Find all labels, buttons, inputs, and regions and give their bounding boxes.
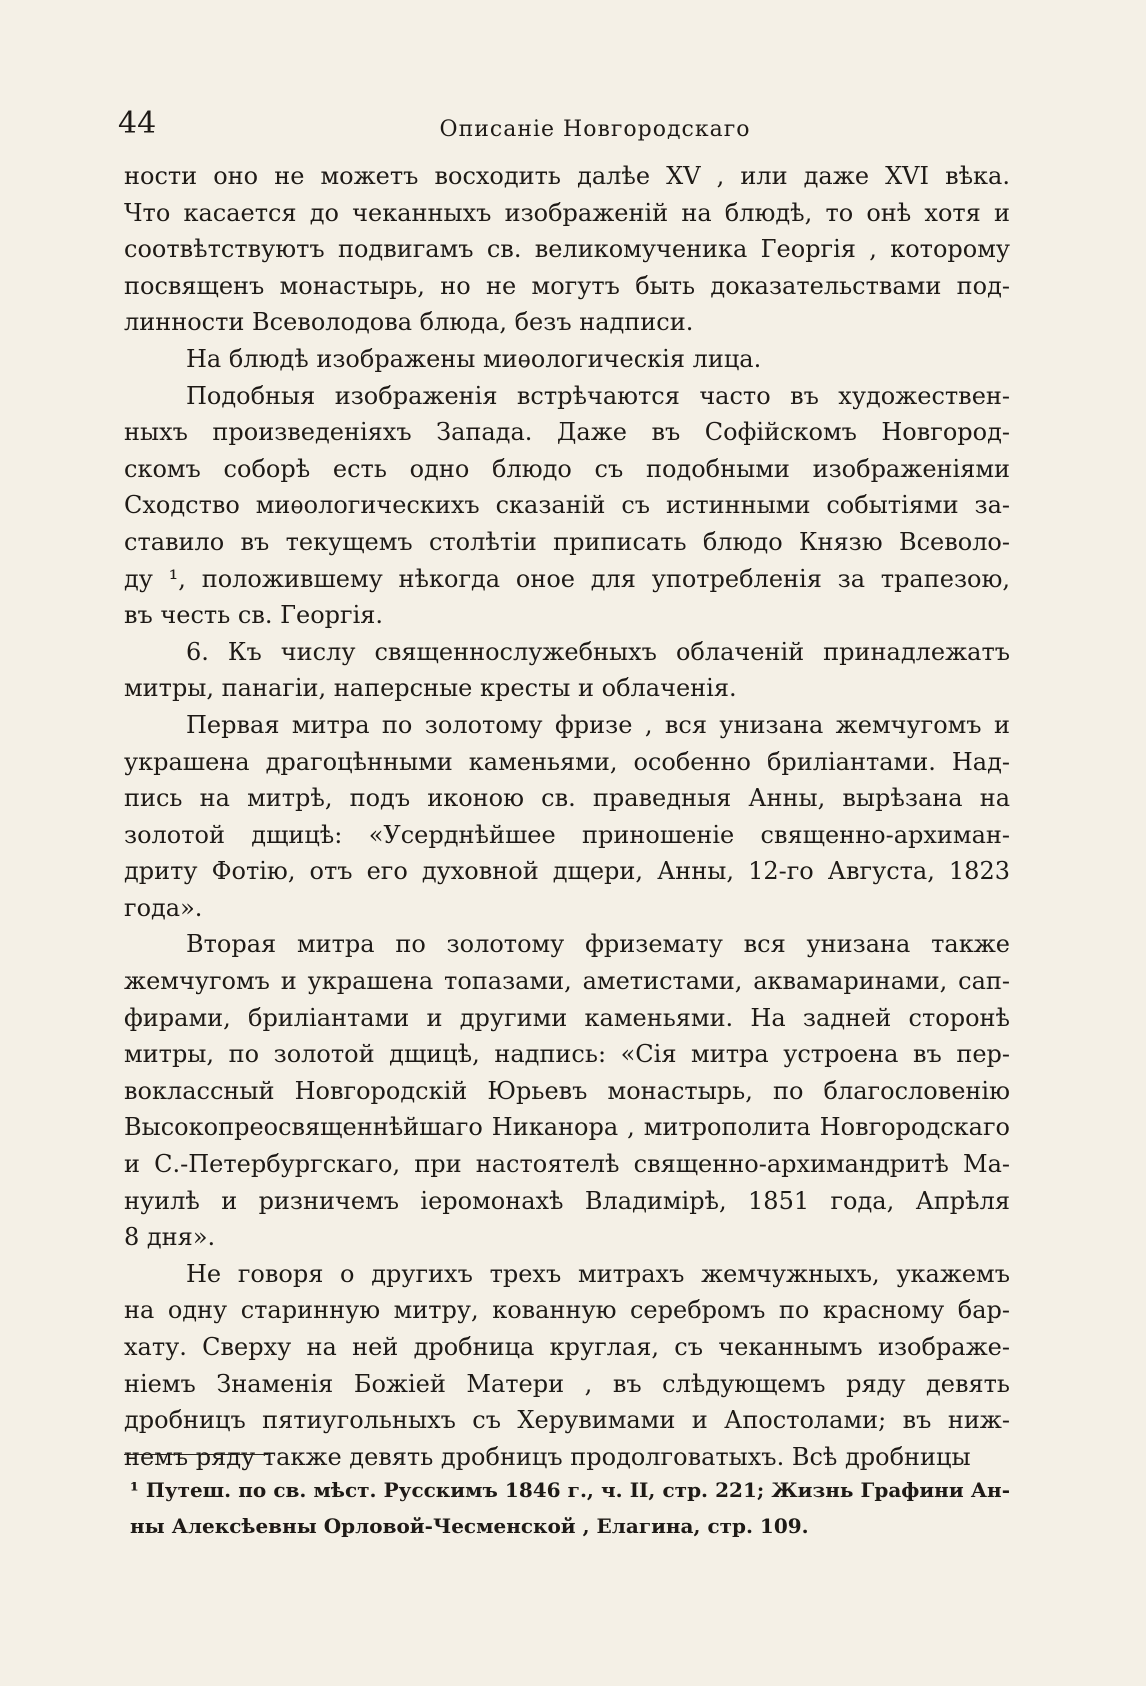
text-line: въ честь св. Георгія. [124, 601, 384, 630]
text-line: и С.-Петербургскаго, при настоятелѣ священно-архимандритѣ Ма- [124, 1150, 1010, 1179]
text-line: ніемъ Знаменія Божіей Матери , въ слѣдующемъ ряду девять [124, 1369, 1010, 1398]
text-line: соотвѣтствуютъ подвигамъ св. великомученика Георгія , которому [124, 235, 1010, 264]
text-line: Вторая митра по золотому фриземату вся унизана также [186, 930, 1010, 959]
text-line: фирами, бриліантами и другими каменьями. На задней сторонѣ [124, 1003, 1010, 1032]
text-line: немъ ряду также девять дробницъ продолговатыхъ. Всѣ дробницы [124, 1442, 971, 1471]
text-line: посвященъ монастырь, но не могутъ быть доказательствами под- [124, 271, 1010, 300]
text-line: украшена драгоцѣнными каменьями, особенно бриліантами. Над- [124, 747, 1010, 776]
footnote-rule [124, 1454, 268, 1455]
text-line: митры, по золотой дщицѣ, надпись: «Сія митра устроена въ пер- [124, 1040, 1010, 1069]
text-line: Высокопреосвященнѣйшаго Никанора , митрополита Новгородскаго [124, 1113, 1010, 1142]
text-line: нуилѣ и ризничемъ іеромонахѣ Владимірѣ, 1851 года, Апрѣля [124, 1186, 1010, 1215]
text-line: митры, панагіи, наперсные кресты и облаченія. [124, 674, 737, 703]
running-title: Описаніе Новгородскаго [439, 117, 751, 142]
text-line: хату. Сверху на ней дробница круглая, съ чеканнымъ изображе- [124, 1333, 1010, 1361]
text-line: Первая митра по золотому фризе , вся унизана жемчугомъ и [186, 710, 1010, 739]
text-line: пись на митрѣ, подъ иконою св. праведныя Анны, вырѣзана на [124, 784, 1010, 813]
text-line: Подобныя изображенія встрѣчаются часто въ художествен- [186, 381, 1010, 410]
text-line: жемчугомъ и украшена топазами, аметистами, аквамаринами, сап- [124, 967, 1010, 996]
text-line: золотой дщицѣ: «Усерднѣйшее приношеніе священно-архиман- [124, 820, 1010, 849]
footnote-line: ны Алексѣевны Орловой-Чесменской , Елагина, стр. 109. [130, 1514, 809, 1538]
paragraph [124, 634, 1010, 707]
text-line: ности оно не можетъ восходить далѣе XV , или даже XVI вѣка. [124, 162, 1010, 190]
paragraph [124, 341, 1010, 378]
body-text [124, 158, 1010, 1475]
text-line: 8 дня». [124, 1223, 216, 1252]
text-line: линности Всеволодова блюда, безъ надписи. [124, 308, 694, 337]
text-line: на одну старинную митру, кованную серебромъ по красному бар- [124, 1296, 1010, 1325]
page-header [118, 106, 1012, 150]
text-line: ныхъ произведеніяхъ Запада. Даже въ Софійскомъ Новгород- [124, 418, 1010, 447]
text-line: скомъ соборѣ есть одно блюдо съ подобными изображеніями [124, 454, 1010, 483]
text-line: 6. Къ числу священнослужебныхъ облаченій принадлежатъ [186, 637, 1010, 666]
footnote-line: ¹ Путеш. по св. мѣст. Русскимъ 1846 г., ч. II, стр. 221; Жизнь Графини Ан- [130, 1478, 1010, 1502]
paragraph [124, 707, 1010, 927]
text-line: дробницъ пятиугольныхъ съ Херувимами и Апостолами; въ ниж- [124, 1406, 1010, 1435]
paragraph [124, 1256, 1010, 1476]
text-line: На блюдѣ изображены миѳологическія лица. [186, 344, 762, 373]
text-line: Что касается до чеканныхъ изображеній на блюдѣ, то онѣ хотя и [124, 198, 1010, 227]
text-line: ставило въ текущемъ столѣтіи приписать блюдо Князю Всеволо- [124, 527, 1010, 556]
page-number: 44 [118, 106, 157, 141]
paragraph [124, 926, 1010, 1255]
text-line: Сходство миѳологическихъ сказаній съ истинными событіями за- [124, 491, 1010, 520]
text-line: дриту Фотію, отъ его духовной дщери, Анны, 12-го Августа, 1823 [124, 857, 1010, 886]
text-line: ду ¹, положившему нѣкогда оное для употребленія за трапезою, [124, 564, 1010, 593]
text-line: воклассный Новгородскій Юрьевъ монастырь, по благословенію [124, 1076, 1010, 1105]
paragraph [124, 378, 1010, 634]
text-line: Не говоря о другихъ трехъ митрахъ жемчужныхъ, укажемъ [186, 1259, 1010, 1288]
text-line: года». [124, 893, 203, 922]
footnote [130, 1472, 1010, 1544]
paragraph [124, 158, 1010, 341]
